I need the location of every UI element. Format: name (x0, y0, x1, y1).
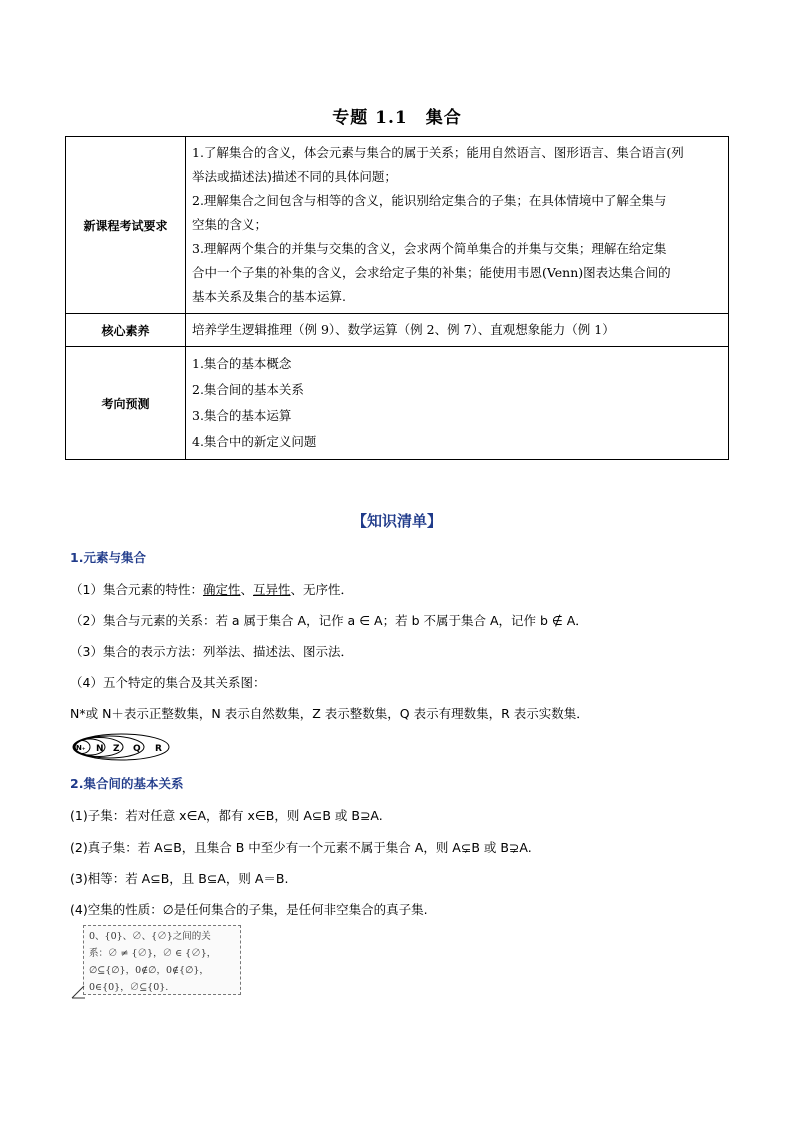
section-heading: 1.元素与集合 (70, 550, 146, 565)
note-line: ∅⊆{∅}，0∉∅，0∉{∅}， (89, 965, 209, 976)
paragraph: (4)空集的性质：∅是任何集合的子集，是任何非空集合的真子集. (70, 902, 428, 917)
note-line: 0∈{0}，∅⊆{0}. (89, 982, 169, 993)
pencil-mark-icon (71, 985, 87, 999)
table-row (66, 137, 729, 314)
paragraph: （4）五个特定的集合及其关系图： (70, 675, 266, 690)
row-line: 3.集合的基本运算 (192, 408, 292, 423)
paragraph: （2）集合与元素的关系：若 a 属于集合 A，记作 a ∈ A；若 b 不属于集合 A，记作 b ∉ A． (70, 613, 588, 628)
row-content (186, 314, 729, 347)
text: （1）集合元素的特性： (70, 582, 203, 597)
row-line: 举法或描述法)描述不同的具体问题； (192, 169, 397, 184)
row-line: 基本关系及集合的基本运算. (192, 289, 346, 304)
row-content (186, 137, 729, 314)
row-line: 空集的含义； (192, 217, 268, 232)
venn-label: Z (113, 744, 120, 754)
row-label: 考向预测 (66, 347, 186, 460)
row-line: 3.理解两个集合的并集与交集的含义，会求两个简单集合的并集与交集；理解在给定集 (192, 241, 667, 256)
section-title: 【知识清单】 (351, 512, 442, 530)
venn-label: N (96, 744, 104, 754)
row-label: 新课程考试要求 (66, 137, 186, 314)
table-row (66, 347, 729, 460)
text: 、无序性． (290, 582, 354, 597)
row-line: 2.理解集合之间包含与相等的含义，能识别给定集合的子集；在具体情境中了解全集与 (192, 193, 667, 208)
underlined-text: 确定性 (202, 582, 241, 597)
paragraph: (3)相等：若 A⊆B，且 B⊆A，则 A＝B. (70, 871, 289, 886)
note-line: 0、{0}、∅、{∅}之间的关 (89, 931, 211, 942)
row-line: 培养学生逻辑推理（例 9）、数学运算（例 2、例 7）、直观想象能力（例 1） (192, 322, 615, 337)
paragraph: (1)子集：若对任意 x∈A，都有 x∈B，则 A⊆B 或 B⊇A. (70, 808, 383, 823)
section-heading: 2.集合间的基本关系 (70, 776, 184, 791)
venn-label: N₊ (76, 744, 86, 752)
table-row (66, 314, 729, 347)
text: 、 (240, 582, 253, 597)
paragraph: N*或 N＋表示正整数集，N 表示自然数集，Z 表示整数集，Q 表示有理数集，R 表示实数集． (70, 706, 589, 721)
row-line: 1.集合的基本概念 (192, 356, 292, 371)
venn-label: R (155, 744, 162, 754)
row-line: 2.集合间的基本关系 (192, 382, 304, 397)
number-sets-venn-diagram (71, 732, 171, 762)
paragraph: （3）集合的表示方法：列举法、描述法、图示法． (70, 644, 353, 659)
requirements-table (65, 136, 729, 460)
venn-label: Q (133, 744, 141, 754)
page-title: 专题 1.1 集合 (332, 108, 462, 128)
row-line: 1.了解集合的含义，体会元素与集合的属于关系；能用自然语言、图形语言、集合语言(列 (192, 145, 684, 160)
paragraph (70, 580, 353, 598)
paragraph: (2)真子集：若 A⊆B，且集合 B 中至少有一个元素不属于集合 A，则 A⊊B 或 B⊋A. (70, 840, 532, 855)
note-box (83, 925, 241, 995)
row-line: 合中一个子集的补集的含义，会求给定子集的补集；能使用韦恩(Venn)图表达集合间的 (192, 265, 671, 280)
row-content (186, 347, 729, 460)
row-label: 核心素养 (66, 314, 186, 347)
row-line: 4.集合中的新定义问题 (192, 434, 317, 449)
note-line: 系：∅ ≠ {∅}，∅ ∈ {∅}， (89, 948, 217, 959)
underlined-text: 互异性 (253, 582, 291, 597)
